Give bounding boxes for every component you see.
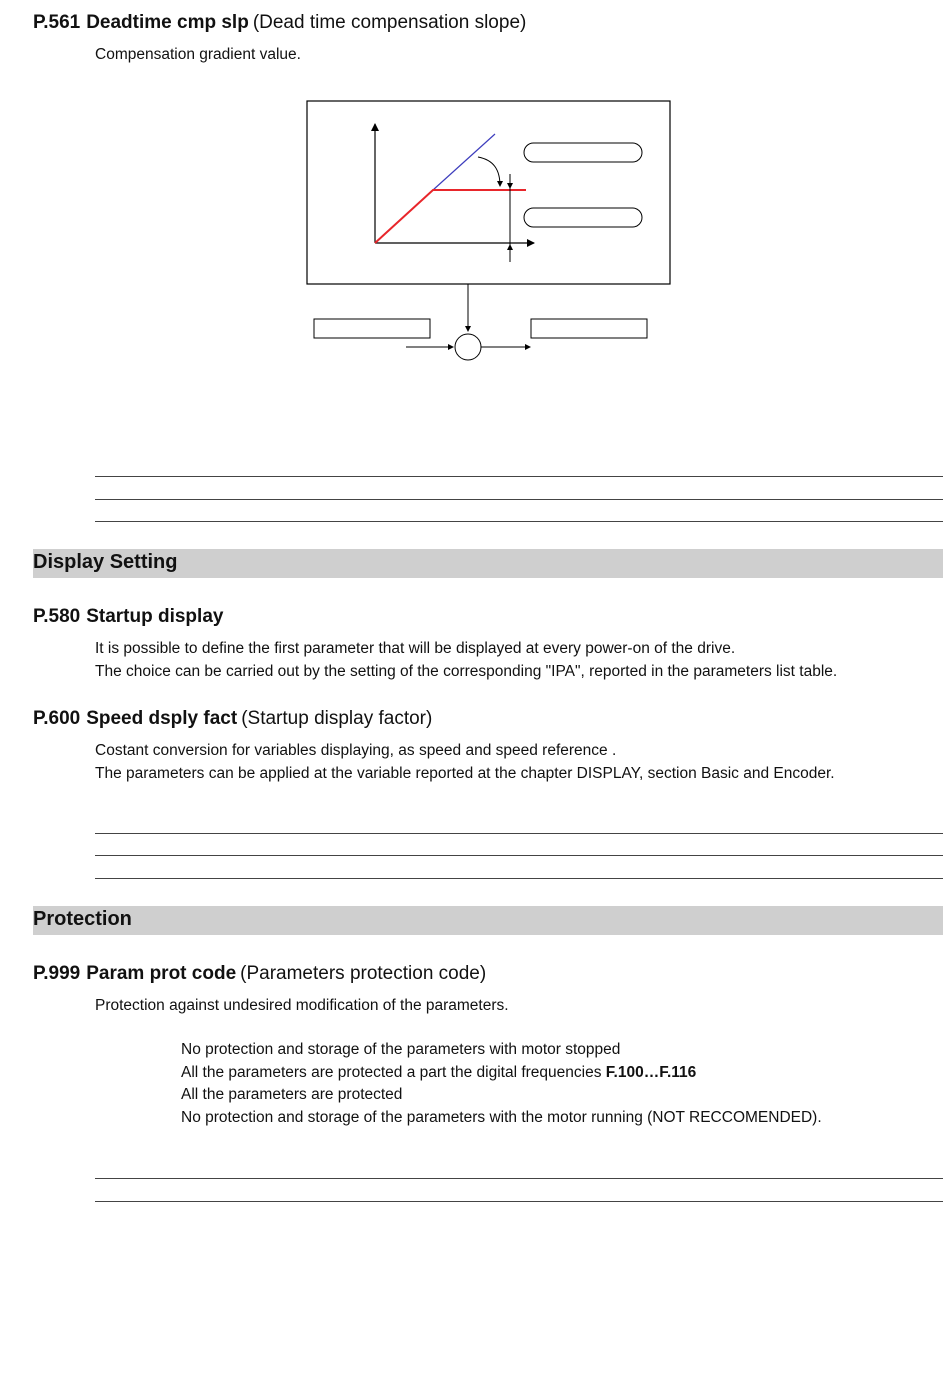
param-code: P.999 <box>33 963 81 984</box>
param-text-p600 <box>95 739 835 785</box>
table-rule <box>95 499 943 500</box>
param-name: Startup display <box>86 606 224 627</box>
section-title: Protection <box>33 908 132 930</box>
protection-options-list <box>181 1039 822 1129</box>
param-description: (Dead time compensation slope) <box>252 12 527 33</box>
text-line: The choice can be carried out by the setting of the corresponding "IPA", reported in the parameters list table. <box>95 663 838 680</box>
param-heading-p580 <box>33 606 223 628</box>
table-rule <box>95 476 943 477</box>
text-line: Costant conversion for variables displaying, as speed and speed reference . <box>95 742 617 759</box>
slope-parameter-box <box>524 143 642 162</box>
table-rule <box>95 521 943 522</box>
param-name: Deadtime cmp slp <box>86 12 249 33</box>
table-rule <box>95 855 943 856</box>
text-line: Compensation gradient value. <box>95 46 301 63</box>
option-item <box>181 1062 822 1085</box>
text-line: It is possible to define the first parameter that will be displayed at every power-on of the drive. <box>95 640 736 657</box>
output-box <box>531 319 647 338</box>
option-item: All the parameters are protected <box>181 1086 403 1103</box>
section-bar-display-setting <box>33 549 943 578</box>
param-code: P.561 <box>33 12 81 33</box>
option-item: No protection and storage of the parameters with motor stopped <box>181 1041 621 1058</box>
text-line: Protection against undesired modification of the parameters. <box>95 997 509 1014</box>
param-heading-p600 <box>33 708 432 730</box>
param-description: (Startup display factor) <box>241 708 433 729</box>
section-bar-protection <box>33 906 943 935</box>
param-description: (Parameters protection code) <box>240 963 487 984</box>
param-text-p580 <box>95 637 837 683</box>
diagram-frame <box>307 101 670 284</box>
table-rule <box>95 1178 943 1179</box>
param-text-p999 <box>95 994 509 1017</box>
input-box <box>314 319 430 338</box>
option-text: All the parameters are protected a part the digital frequencies <box>181 1063 606 1081</box>
table-rule <box>95 878 943 879</box>
frequency-range: F.100…F.116 <box>605 1063 697 1081</box>
table-rule <box>95 1201 943 1202</box>
slope-line <box>433 134 495 190</box>
table-rule <box>95 833 943 834</box>
param-heading-p999 <box>33 963 486 985</box>
deadtime-compensation-diagram <box>0 0 950 400</box>
slope-arrow <box>478 157 500 186</box>
compensation-curve <box>375 190 526 243</box>
param-name: Param prot code <box>86 963 237 984</box>
param-code: P.600 <box>33 708 81 729</box>
section-title: Display Setting <box>33 551 178 573</box>
text-line: The parameters can be applied at the variable reported at the chapter DISPLAY, section Basic and Encoder. <box>95 765 835 782</box>
limit-parameter-box <box>524 208 642 227</box>
summing-node <box>455 334 481 360</box>
option-item: No protection and storage of the parameters with the motor running (NOT RECCOMENDED). <box>181 1108 822 1126</box>
param-name: Speed dsply fact <box>86 708 238 729</box>
param-code: P.580 <box>33 606 81 627</box>
